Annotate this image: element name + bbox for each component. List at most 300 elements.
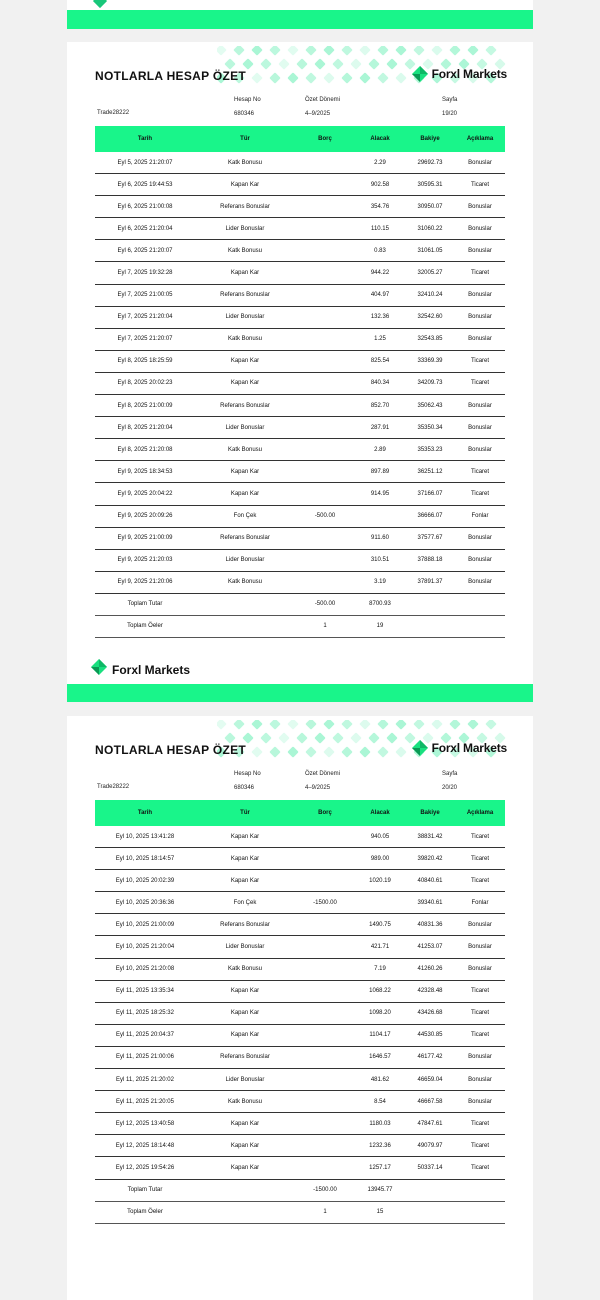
pattern-diamond <box>233 46 244 56</box>
pattern-diamond <box>224 732 235 743</box>
table-cell: Eyl 12, 2025 19:54:26 <box>115 1164 175 1171</box>
table-cell: Katk Bonusu <box>227 1098 263 1105</box>
table-row <box>95 461 505 483</box>
table-row <box>95 196 505 218</box>
table-cell: Eyl 6, 2025 21:20:04 <box>117 225 173 232</box>
column-header: Tür <box>240 810 250 816</box>
table-cell: Fonlar <box>471 513 489 520</box>
table-cell: 30950.07 <box>417 203 443 210</box>
pattern-diamond <box>242 732 253 743</box>
table-cell: 31060.22 <box>417 225 443 232</box>
pattern-diamond <box>431 720 442 730</box>
table-cell: 0.83 <box>374 247 386 254</box>
pattern-diamond <box>467 46 478 56</box>
pattern-diamond <box>467 720 478 730</box>
table-cell: Ticaret <box>470 1142 490 1149</box>
pattern-diamond <box>296 732 307 743</box>
pattern-diamond <box>413 46 424 56</box>
table-cell: Katk Bonusu <box>227 966 263 973</box>
table-cell: Kapan Kar <box>230 877 260 884</box>
table-cell: 37891.37 <box>417 579 443 586</box>
table-cell: 1068.22 <box>369 988 391 995</box>
table-row <box>95 285 505 307</box>
pattern-diamond <box>359 720 370 730</box>
table-cell: Eyl 9, 2025 21:20:06 <box>117 579 173 586</box>
table-cell: 36251.12 <box>417 468 443 475</box>
page-title: NOTLARLA HESAP ÖZET <box>95 743 247 757</box>
pattern-diamond <box>377 720 388 730</box>
pattern-diamond <box>323 46 334 56</box>
period-value: 4–9/2025 <box>305 111 331 117</box>
totals-count-row <box>95 616 505 638</box>
pattern-diamond <box>269 746 280 757</box>
table-row <box>95 1047 505 1069</box>
pattern-diamond <box>269 72 280 83</box>
table-cell: Eyl 8, 2025 21:20:04 <box>117 424 173 431</box>
table-cell: Katk Bonusu <box>227 159 263 166</box>
pattern-diamond <box>323 746 334 757</box>
pattern-diamond <box>305 46 316 56</box>
pattern-diamond <box>377 746 388 757</box>
table-cell: 110.15 <box>371 225 389 232</box>
table-cell: Lider Bonuslar <box>225 314 265 321</box>
pattern-diamond <box>217 46 227 56</box>
table-cell: Lider Bonuslar <box>225 944 265 951</box>
pattern-diamond <box>395 72 406 83</box>
table-cell: 46177.42 <box>417 1054 443 1061</box>
table-cell: 1104.17 <box>369 1032 391 1039</box>
username: Trade28222 <box>97 110 130 116</box>
table-row <box>95 439 505 461</box>
table-cell: 32542.60 <box>417 314 443 321</box>
table-cell: Kapan Kar <box>230 1164 260 1171</box>
table-cell: 34209.73 <box>417 380 443 387</box>
table-cell: Ticaret <box>470 1032 490 1039</box>
table-cell: 2.29 <box>374 159 386 166</box>
table-cell: Eyl 10, 2025 21:20:04 <box>115 944 175 951</box>
totals-label: Toplam Öeler <box>127 1209 163 1215</box>
table-row <box>95 1091 505 1113</box>
table-cell: 902.58 <box>370 181 390 188</box>
pattern-diamond <box>350 732 361 743</box>
table-cell: Referans Bonuslar <box>220 1054 270 1061</box>
pattern-diamond <box>287 72 298 83</box>
statement-page-19 <box>67 42 533 684</box>
table-cell: 2.89 <box>374 446 386 453</box>
table-cell: 3.19 <box>374 579 386 586</box>
table-cell: 44530.85 <box>417 1032 443 1039</box>
table-cell: 47847.61 <box>417 1120 443 1127</box>
period-value: 4–9/2025 <box>305 785 331 791</box>
table-cell: Kapan Kar <box>230 1032 260 1039</box>
pattern-diamond <box>260 58 271 69</box>
table-cell: Bonuslar <box>468 921 492 928</box>
table-cell: 32005.27 <box>417 270 443 277</box>
totals-credit: 15 <box>376 1209 384 1215</box>
table-row <box>95 174 505 196</box>
pattern-diamond <box>296 58 307 69</box>
page-18-sliver <box>67 0 533 10</box>
totals-credit: 13945.77 <box>367 1187 393 1193</box>
table-cell: 35350.34 <box>417 424 443 431</box>
table-cell: 39820.42 <box>417 855 443 862</box>
table-cell: Bonuslar <box>468 966 492 973</box>
table-cell: Ticaret <box>470 1010 490 1017</box>
table-cell: 1232.36 <box>369 1142 391 1149</box>
table-cell: Eyl 9, 2025 21:20:03 <box>117 557 173 564</box>
table-cell: 32410.24 <box>417 292 443 299</box>
table-cell: Eyl 7, 2025 19:32:28 <box>117 270 173 277</box>
table-cell: Kapan Kar <box>230 181 260 188</box>
pattern-diamond <box>260 732 271 743</box>
table-cell: 1098.20 <box>369 1010 391 1017</box>
pattern-diamond <box>341 746 352 757</box>
header-brand-logo <box>412 740 507 756</box>
table-cell: Referans Bonuslar <box>220 402 270 409</box>
table-cell: Referans Bonuslar <box>220 535 270 542</box>
table-row <box>95 417 505 439</box>
table-cell: 38831.42 <box>417 833 443 840</box>
table-cell: Bonuslar <box>468 1076 492 1083</box>
pattern-diamond <box>386 58 397 69</box>
table-row <box>95 373 505 395</box>
table-cell: 1646.57 <box>369 1054 391 1061</box>
table-cell: Eyl 11, 2025 13:35:34 <box>116 988 174 995</box>
table-cell: Bonuslar <box>468 402 492 409</box>
column-header: Tarih <box>137 810 153 816</box>
table-cell: Fon Çek <box>233 899 257 906</box>
table-cell: Bonuslar <box>468 225 492 232</box>
pattern-diamond <box>278 58 289 69</box>
table-cell: 825.54 <box>370 358 390 365</box>
table-row <box>95 1003 505 1025</box>
pattern-diamond <box>386 732 397 743</box>
column-header: Bakiye <box>420 810 440 816</box>
table-cell: 35062.43 <box>417 402 443 409</box>
totals-amount-row <box>95 1180 505 1202</box>
table-cell: 1180.03 <box>369 1120 391 1127</box>
table-row <box>95 218 505 240</box>
table-cell: 840.34 <box>370 380 390 387</box>
table-cell: 940.05 <box>370 833 390 840</box>
table-row <box>95 1069 505 1091</box>
table-cell: Bonuslar <box>468 446 492 453</box>
table-header <box>95 800 505 826</box>
page-title: NOTLARLA HESAP ÖZET <box>95 69 247 83</box>
table-cell: Fon Çek <box>233 513 257 520</box>
table-cell: 1.25 <box>374 336 386 343</box>
totals-count-row <box>95 1202 505 1224</box>
table-cell: Kapan Kar <box>230 358 260 365</box>
table-cell: Katk Bonusu <box>227 247 263 254</box>
table-cell: Ticaret <box>470 1120 490 1127</box>
table-cell: Referans Bonuslar <box>220 921 270 928</box>
column-header: Tarih <box>137 136 153 142</box>
table-cell: Kapan Kar <box>230 490 260 497</box>
brand-name: Forxl Markets <box>112 662 191 677</box>
footer-brand-logo <box>91 659 190 680</box>
pattern-diamond <box>323 72 334 83</box>
table-cell: 287.91 <box>370 424 390 431</box>
table-cell: 8.54 <box>374 1098 386 1105</box>
table-cell: Ticaret <box>470 468 490 475</box>
table-cell: 49079.97 <box>417 1142 443 1149</box>
table-cell: Eyl 7, 2025 21:20:04 <box>117 314 173 321</box>
table-cell: Bonuslar <box>468 336 492 343</box>
table-cell: Bonuslar <box>468 579 492 586</box>
table-cell: Eyl 10, 2025 21:00:09 <box>115 921 175 928</box>
pattern-diamond <box>242 58 253 69</box>
table-cell: Eyl 12, 2025 13:40:58 <box>115 1120 175 1127</box>
pattern-diamond <box>377 46 388 56</box>
pattern-diamond <box>305 720 316 730</box>
column-header: Alacak <box>370 136 390 142</box>
column-header: Bakiye <box>420 136 440 142</box>
table-cell: Kapan Kar <box>230 1120 260 1127</box>
table-cell: Eyl 7, 2025 21:20:07 <box>117 336 173 343</box>
table-row <box>95 936 505 958</box>
pattern-diamond <box>395 720 406 730</box>
table-cell: 911.60 <box>371 535 389 542</box>
page-18-footer-band <box>67 10 533 29</box>
transactions-table <box>95 800 505 1224</box>
table-cell: Eyl 8, 2025 20:02:23 <box>117 380 173 387</box>
table-cell: Eyl 6, 2025 21:00:08 <box>117 203 173 210</box>
page-number: 20/20 <box>442 785 458 791</box>
table-cell: Eyl 9, 2025 20:04:22 <box>117 490 173 497</box>
table-cell: Ticaret <box>470 877 490 884</box>
table-row <box>95 483 505 505</box>
table-cell: Eyl 10, 2025 21:20:08 <box>115 966 175 973</box>
table-cell: Ticaret <box>470 833 490 840</box>
table-row <box>95 572 505 594</box>
table-cell: Eyl 7, 2025 21:00:05 <box>117 292 173 299</box>
table-cell: 481.62 <box>370 1076 390 1083</box>
column-header: Tür <box>240 136 250 142</box>
table-cell: Kapan Kar <box>230 1010 260 1017</box>
table-row <box>95 395 505 417</box>
totals-label: Toplam Tutar <box>127 1187 163 1193</box>
table-cell: 40840.61 <box>417 877 443 884</box>
pattern-diamond <box>251 72 262 83</box>
totals-label: Toplam Öeler <box>127 623 163 630</box>
table-cell: 33369.39 <box>417 358 443 365</box>
table-cell: Katk Bonusu <box>227 336 263 343</box>
table-cell: 42328.48 <box>417 988 443 995</box>
table-row <box>95 329 505 351</box>
table-cell: Ticaret <box>470 1164 490 1171</box>
pattern-diamond <box>359 72 370 83</box>
table-cell: 354.76 <box>370 203 390 210</box>
table-cell: Bonuslar <box>468 1054 492 1061</box>
pattern-diamond <box>305 72 316 83</box>
table-cell: 32543.85 <box>417 336 443 343</box>
pattern-diamond <box>314 58 325 69</box>
table-cell: Ticaret <box>470 490 490 497</box>
pattern-diamond <box>485 720 496 730</box>
diamond-logo-icon <box>93 0 107 8</box>
table-cell: 989.00 <box>370 855 390 862</box>
table-cell: Bonuslar <box>468 159 492 166</box>
page-number: 19/20 <box>442 111 458 117</box>
table-cell: Eyl 10, 2025 18:14:57 <box>115 855 175 862</box>
statement-page-20 <box>67 716 533 1300</box>
pattern-diamond <box>350 58 361 69</box>
table-cell: Eyl 11, 2025 21:20:02 <box>116 1076 174 1083</box>
pattern-diamond <box>341 46 352 56</box>
table-cell: Ticaret <box>470 988 490 995</box>
totals-credit: 19 <box>376 623 384 630</box>
totals-debit: -1500.00 <box>313 1187 337 1193</box>
pattern-diamond <box>341 72 352 83</box>
table-cell: -1500.00 <box>313 899 337 906</box>
table-cell: Kapan Kar <box>230 833 260 840</box>
table-cell: 1490.75 <box>369 921 391 928</box>
table-cell: 46659.04 <box>417 1076 443 1083</box>
table-cell: Eyl 11, 2025 21:00:06 <box>116 1054 174 1061</box>
table-cell: Eyl 5, 2025 21:20:07 <box>117 159 173 166</box>
table-cell: 41253.07 <box>417 944 443 951</box>
table-cell: 7.19 <box>374 966 386 973</box>
pattern-diamond <box>323 720 334 730</box>
table-cell: Bonuslar <box>468 424 492 431</box>
table-cell: Ticaret <box>470 181 490 188</box>
table-cell: Eyl 11, 2025 21:20:05 <box>116 1098 174 1105</box>
table-row <box>95 981 505 1003</box>
table-row <box>95 152 505 174</box>
pattern-diamond <box>368 58 379 69</box>
totals-label: Toplam Tutar <box>127 601 163 608</box>
table-cell: Eyl 8, 2025 18:25:59 <box>117 358 173 365</box>
table-row <box>95 506 505 528</box>
table-cell: Kapan Kar <box>230 468 260 475</box>
pattern-diamond <box>224 58 235 69</box>
page-label: Sayfa <box>442 771 458 777</box>
table-cell: Referans Bonuslar <box>220 203 270 210</box>
page-19-footer-band <box>67 684 533 702</box>
table-cell: 39340.61 <box>417 899 443 906</box>
pattern-diamond <box>314 732 325 743</box>
totals-debit: -500.00 <box>314 601 336 608</box>
table-row <box>95 826 505 848</box>
table-cell: Katk Bonusu <box>227 579 263 586</box>
pattern-diamond <box>287 746 298 757</box>
table-cell: 36666.07 <box>417 513 443 520</box>
table-row <box>95 1135 505 1157</box>
table-cell: 37577.67 <box>417 535 443 542</box>
table-cell: Eyl 11, 2025 20:04:37 <box>116 1032 174 1039</box>
table-cell: Eyl 9, 2025 21:00:09 <box>117 535 173 542</box>
table-cell: Kapan Kar <box>230 855 260 862</box>
pattern-diamond <box>332 58 343 69</box>
pattern-diamond <box>359 746 370 757</box>
table-cell: 897.89 <box>370 468 390 475</box>
page-label: Sayfa <box>442 97 458 103</box>
table-row <box>95 870 505 892</box>
table-row <box>95 959 505 981</box>
table-cell: 31061.05 <box>417 247 443 254</box>
column-header: Açıklama <box>466 136 494 142</box>
table-cell: Ticaret <box>470 270 490 277</box>
table-cell: 310.51 <box>370 557 390 564</box>
table-cell: 50337.14 <box>417 1164 443 1171</box>
table-cell: Fonlar <box>471 899 489 906</box>
pattern-diamond <box>287 720 298 730</box>
pattern-diamond <box>377 72 388 83</box>
table-cell: Ticaret <box>470 358 490 365</box>
table-cell: Eyl 11, 2025 18:25:32 <box>116 1010 174 1017</box>
table-cell: Eyl 8, 2025 21:20:08 <box>117 446 173 453</box>
column-header: Borç <box>318 136 332 142</box>
table-cell: 29692.73 <box>417 159 443 166</box>
table-cell: Eyl 10, 2025 20:36:36 <box>115 899 175 906</box>
table-cell: 1020.19 <box>369 877 391 884</box>
table-cell: Referans Bonuslar <box>220 292 270 299</box>
pattern-diamond <box>431 46 442 56</box>
table-cell: 421.71 <box>370 944 390 951</box>
pattern-diamond <box>332 732 343 743</box>
pattern-diamond <box>217 720 227 730</box>
table-row <box>95 848 505 870</box>
table-cell: Eyl 12, 2025 18:14:48 <box>115 1142 175 1149</box>
table-cell: Bonuslar <box>468 247 492 254</box>
account-label: Hesap No <box>234 771 261 777</box>
table-cell: Kapan Kar <box>230 380 260 387</box>
table-row <box>95 307 505 329</box>
table-row <box>95 914 505 936</box>
brand-name: Forxl Markets <box>431 67 507 81</box>
table-cell: 132.36 <box>370 314 390 321</box>
totals-debit: 1 <box>323 623 327 630</box>
pattern-diamond <box>413 720 424 730</box>
pattern-diamond <box>341 720 352 730</box>
brand-name: Forxl Markets <box>431 741 507 755</box>
column-header: Borç <box>318 810 332 816</box>
table-cell: 37888.18 <box>417 557 443 564</box>
table-row <box>95 262 505 284</box>
table-cell: Bonuslar <box>468 314 492 321</box>
table-cell: Bonuslar <box>468 203 492 210</box>
totals-debit: 1 <box>323 1209 327 1215</box>
table-cell: Bonuslar <box>468 535 492 542</box>
pattern-diamond <box>449 46 460 56</box>
pattern-diamond <box>449 720 460 730</box>
table-cell: Lider Bonuslar <box>225 557 265 564</box>
table-cell: Eyl 10, 2025 20:02:39 <box>115 877 175 884</box>
table-cell: Eyl 6, 2025 19:44:53 <box>117 181 173 188</box>
pattern-diamond <box>395 746 406 757</box>
table-cell: Eyl 8, 2025 21:00:09 <box>117 402 173 409</box>
diamond-logo-icon <box>412 740 428 756</box>
table-cell: 35353.23 <box>417 446 443 453</box>
table-cell: Eyl 9, 2025 18:34:53 <box>117 468 173 475</box>
pattern-diamond <box>305 746 316 757</box>
account-number: 680346 <box>234 111 255 117</box>
totals-credit: 8700.93 <box>369 601 391 608</box>
pattern-diamond <box>395 46 406 56</box>
pattern-diamond <box>278 732 289 743</box>
table-cell: Ticaret <box>470 380 490 387</box>
table-row <box>95 1025 505 1047</box>
column-header: Açıklama <box>466 810 494 816</box>
period-label: Özet Dönemi <box>305 97 341 103</box>
pattern-diamond <box>269 720 280 730</box>
pattern-diamond <box>251 720 262 730</box>
period-label: Özet Dönemi <box>305 771 341 777</box>
pattern-diamond <box>269 46 280 56</box>
table-cell: Kapan Kar <box>230 270 260 277</box>
pattern-diamond <box>359 46 370 56</box>
